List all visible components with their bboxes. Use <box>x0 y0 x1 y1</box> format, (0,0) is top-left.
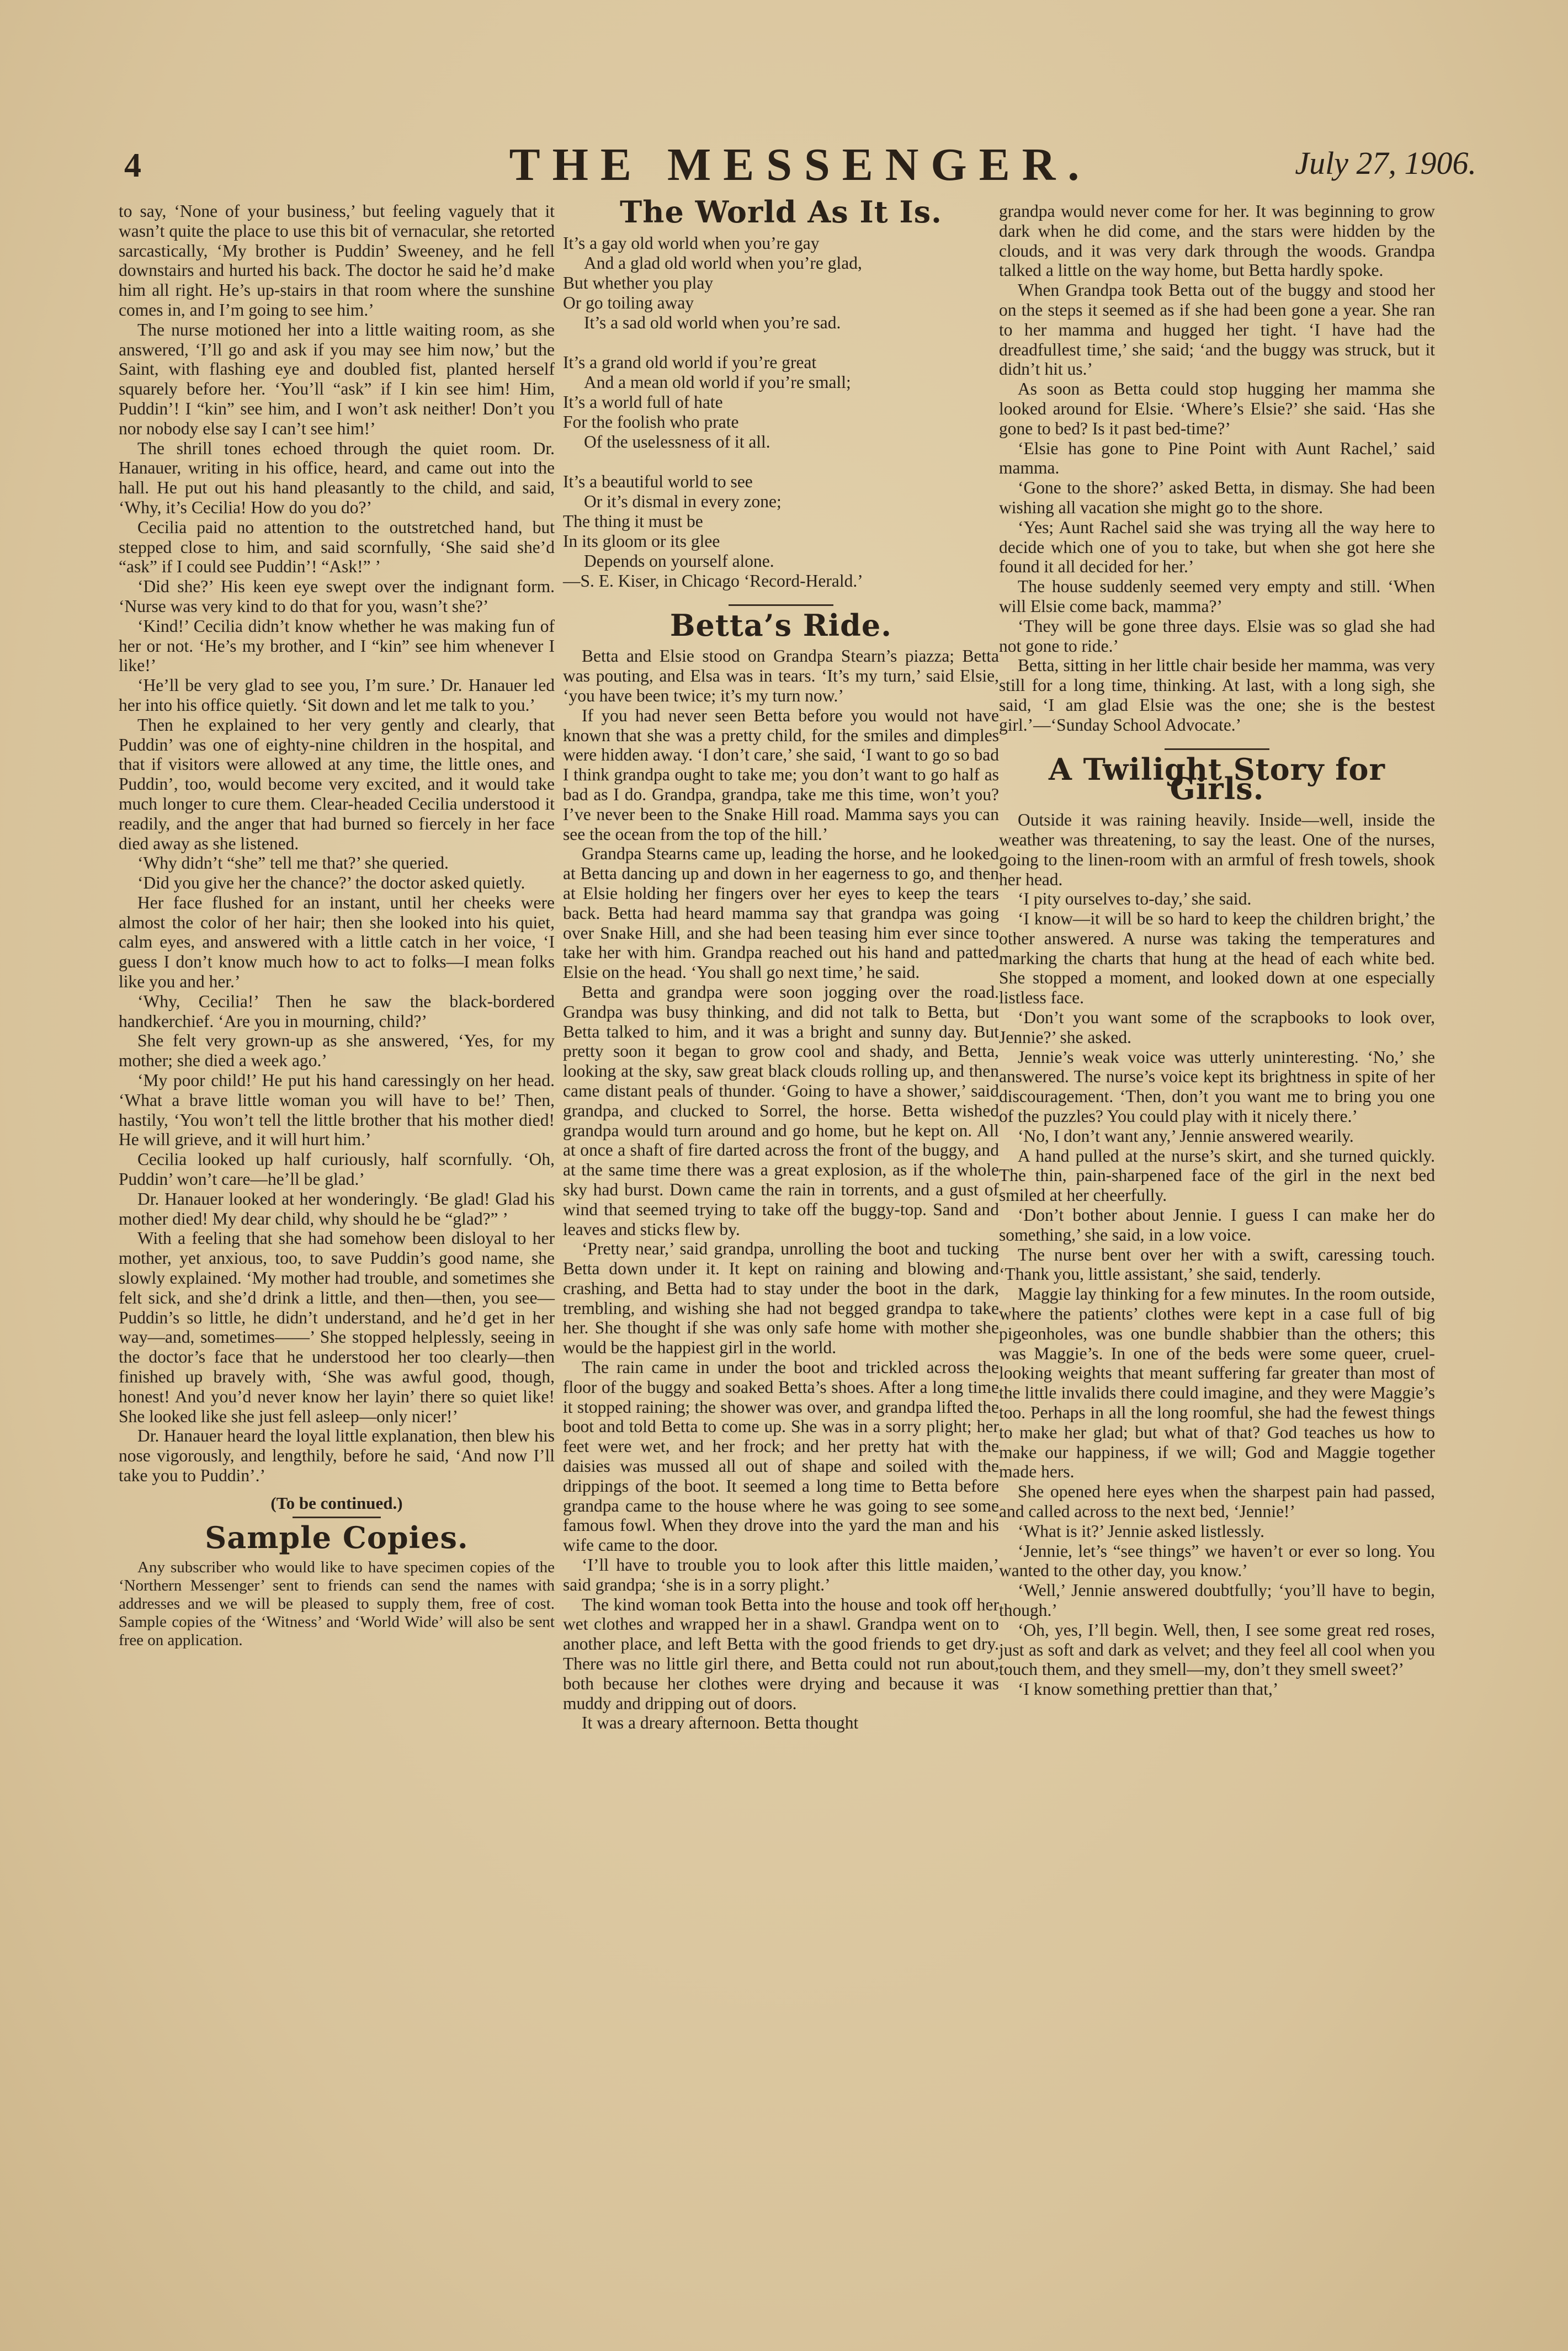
poem-line: It’s a beautiful world to see <box>563 471 753 491</box>
paragraph: ‘Pretty near,’ said grandpa, unrolling the boot and tucking Betta down under it. It kept on raining and blowing and crashing, and Betta had to stay under the boot in the dark, trembling, and wishing she had not begged grandpa to take her. She thought if she was only safe home with mother she would be the happiest girl in the world. <box>563 1239 999 1358</box>
paragraph: Maggie lay thinking for a few minutes. In the room outside, where the patients’ clothes were kept in a case full of big pigeonholes, was one bundle shabbier than the others; this was Maggie’s. In one of the beds were some queer, cruel-looking weights that meant suffering far greater than most of the little invalids there could imagine, and they were Maggie’s too. Perhaps in all the long roomful, she had the fewest things to make her glad; but what of that? God teaches us how to make our happiness, if we will; God and Maggie together made hers. <box>999 1284 1435 1482</box>
poem <box>563 233 999 571</box>
divider <box>293 1517 381 1518</box>
poem-line: Of the uselessness of it all. <box>584 432 770 451</box>
poem-stanza <box>563 353 999 452</box>
paragraph: Cecilia looked up half curiously, half scornfully. ‘Oh, Puddin’ won’t care—he’ll be glad.’ <box>119 1150 555 1189</box>
paragraph: Her face flushed for an instant, until her cheeks were almost the color of her hair; then she looked into his quiet, calm eyes, and answered with a little catch in her voice, ‘I guess I don’t know much how to act to folks—I mean folks like you and her.’ <box>119 892 555 992</box>
paragraph: ‘Kind!’ Cecilia didn’t know whether he was making fun of her or not. ‘He’s my brother, and I “kin” see him whenever I like!’ <box>119 616 555 675</box>
paragraph: As soon as Betta could stop hugging her mamma she looked around for Elsie. ‘Where’s Elsie?’ she said. ‘Has she gone to bed? Is it past bed-time?’ <box>999 379 1435 438</box>
paragraph: ‘Elsie has gone to Pine Point with Aunt Rachel,’ said mamma. <box>999 438 1435 478</box>
twilight-story-text <box>999 810 1435 1699</box>
paragraph: The rain came in under the boot and trickled across the floor of the buggy and soaked Betta’s shoes. After a long time it stopped raining; the shower was over, and grandpa lifted the boot and told Betta to come up. She was in a sorry plight; her feet were wet, and her frock; and her pretty hat with the daisies was mussed all out of shape and soiled with the drippings of the boot. It seemed a long time to Betta before grandpa came to the house where he was going to see some famous fowl. When they drove into the yard the man and his wife came to the door. <box>563 1358 999 1555</box>
paragraph: The nurse bent over her with a swift, caressing touch. ‘Thank you, little assistant,’ she said, tenderly. <box>999 1244 1435 1284</box>
sample-copies-title: Sample Copies. <box>205 1519 469 1555</box>
poem-line: The thing it must be <box>563 511 703 531</box>
paragraph: Betta and Elsie stood on Grandpa Stearn’s piazza; Betta was pouting, and Elsa was in tears. ‘It’s my turn,’ said Elsie, ‘you have been twice; it’s my turn now.’ <box>563 646 999 705</box>
paragraph: Jennie’s weak voice was utterly uninteresting. ‘No,’ she answered. The nurse’s voice kept its brightness in spite of her discouragement. ‘Then, don’t you want me to bring you one of the puzzles? You could play with it nicely there.’ <box>999 1047 1435 1126</box>
paragraph: Outside it was raining heavily. Inside—well, inside the weather was threatening, to say the least. One of the nurses, going to the linen-room with an armful of fresh towels, shook her head. <box>999 810 1435 889</box>
page-number: 4 <box>124 147 141 184</box>
paragraph: She felt very grown-up as she answered, ‘Yes, for my mother; she died a week ago.’ <box>119 1031 555 1071</box>
poem-line: It’s a gay old world when you’re gay <box>563 233 820 253</box>
poem-line: But whether you play <box>563 273 714 292</box>
poem-title: The World As It Is. <box>620 194 942 230</box>
divider <box>729 604 833 606</box>
paragraph: ‘I’ll have to trouble you to look after this little maiden,’ said grandpa; ‘she is in a sorry plight.’ <box>563 1555 999 1594</box>
paragraph: ‘What is it?’ Jennie asked listlessly. <box>1018 1521 1265 1541</box>
poem-line: It’s a grand old world if you’re great <box>563 352 817 372</box>
poem-line: Or it’s dismal in every zone; <box>584 491 782 511</box>
sample-copies-text: Any subscriber who would like to have specimen copies of the ‘Northern Messenger’ sent to friends can send the names with addresses and we will be pleased to supply them, free of cost. Sample copies of the ‘Witness’ and ‘World Wide’ will also be sent free on application. <box>119 1559 555 1650</box>
paragraph: Cecilia paid no attention to the outstretched hand, but stepped close to him, and said scornfully, ‘She said she’d “ask” if I could see Puddin’! “Ask!” ’ <box>119 517 555 577</box>
story-text <box>563 646 999 1733</box>
story-ending <box>999 201 1435 735</box>
poem-line: For the foolish who prate <box>563 412 739 432</box>
story-title: Betta’s Ride. <box>669 607 892 643</box>
column-3 <box>999 201 1435 1699</box>
divider <box>1165 748 1269 750</box>
paragraph: The nurse motioned her into a little waiting room, as she answered, ‘I’ll go and ask if you may see him now,’ but the Saint, with flashing eye and doubled fist, planted herself squarely before her. ‘You’ll “ask” if I kin see him! Him, Puddin’! I “kin” see him, and I won’t ask neither! Don’t you nor nobody else say I can’t see him!’ <box>119 320 555 438</box>
paragraph: ‘I know something prettier than that,’ <box>1018 1679 1279 1699</box>
poem-line: Or go toiling away <box>563 292 694 312</box>
column-1 <box>119 201 555 1650</box>
paragraph: Dr. Hanauer heard the loyal little explanation, then blew his nose vigorously, and lengthily, before he said, ‘And now I’ll take you to Puddin’.’ <box>119 1426 555 1485</box>
paragraph: ‘I pity ourselves to-day,’ she said. <box>1018 889 1252 909</box>
story-continuation <box>119 201 555 1486</box>
paragraph: ‘I know—it will be so hard to keep the children bright,’ the other answered. A nurse was taking the temperatures and marking the charts that hung at the head of each white bed. She stopped a moment, and looked down at one especially listless face. <box>999 909 1435 1008</box>
poem-line: And a mean old world if you’re small; <box>584 372 851 392</box>
paragraph: Dr. Hanauer looked at her wonderingly. ‘Be glad! Glad his mother died! My dear child, why should he be “glad?” ’ <box>119 1189 555 1228</box>
paragraph: ‘No, I don’t want any,’ Jennie answered wearily. <box>1018 1126 1354 1146</box>
paragraph: A hand pulled at the nurse’s skirt, and she turned quickly. The thin, pain-sharpened face of the girl in the next bed smiled at her cheerfully. <box>999 1146 1435 1205</box>
poem-attribution: —S. E. Kiser, in Chicago ‘Record-Herald.’ <box>563 571 863 591</box>
paragraph: ‘Did you give her the chance?’ the doctor asked quietly. <box>137 873 525 893</box>
paragraph: to say, ‘None of your business,’ but feeling vaguely that it wasn’t quite the place to use this bit of vernacular, she retorted sarcastically, ‘My brother is Puddin’ Sweeney, and he fell downstairs and hurted his back. The doctor he said he’d make him all right. He’s up-stairs in that room where the sunshine comes in, and I’m going to see him.’ <box>119 201 555 320</box>
paragraph: ‘Why didn’t “she” tell me that?’ she queried. <box>137 853 449 873</box>
continued-note: (To be continued.) <box>270 1493 403 1513</box>
column-2 <box>563 194 999 1733</box>
paragraph: ‘They will be gone three days. Elsie was so glad she had not gone to ride.’ <box>999 616 1435 656</box>
paragraph: The house suddenly seemed very empty and still. ‘When will Elsie come back, mamma?’ <box>999 577 1435 616</box>
paragraph: ‘Jennie, let’s “see things” we haven’t or ever so long. You wanted to the other day, you know.’ <box>999 1541 1435 1581</box>
paragraph: grandpa would never come for her. It was beginning to grow dark when he did come, and the stars were hidden by the clouds, and it was very dark through the woods. Grandpa talked a little on the way home, but Betta hardly spoke. <box>999 201 1435 280</box>
paragraph: The kind woman took Betta into the house and took off her wet clothes and wrapped her in a shawl. Grandpa went on to another place, and left Betta with the good friends to get dry. There was no little girl there, and Betta could not run about, both because her clothes were drying and because it was muddy and dripping out of doors. <box>563 1594 999 1713</box>
paragraph: ‘My poor child!’ He put his hand caressingly on her head. ‘What a brave little woman you will have to be!’ Then, hastily, ‘You won’t tell the little brother that his mother died! He will grieve, and it will hurt him.’ <box>119 1071 555 1150</box>
paragraph: Betta, sitting in her little chair beside her mamma, was very still for a long time, thinking. At last, with a long sigh, she said, ‘I am glad Elsie was the one; she is the bestest girl.’—‘Sunday School Advocate.’ <box>999 656 1435 735</box>
poem-line: Depends on yourself alone. <box>584 551 774 571</box>
poem-stanza <box>563 233 999 333</box>
paragraph: She opened here eyes when the sharpest pain had passed, and called across to the next bed, ‘Jennie!’ <box>999 1482 1435 1521</box>
poem-stanza <box>563 472 999 571</box>
page-header <box>124 138 1476 199</box>
paragraph: When Grandpa took Betta out of the buggy and stood her on the steps it seemed as if she had been gone a year. She ran to her mamma and hugged her tight. ‘I have had the dreadfullest time,’ she said; ‘and the buggy was struck, but it didn’t hit us.’ <box>999 280 1435 379</box>
paragraph: ‘Don’t you want some of the scrapbooks to look over, Jennie?’ she asked. <box>999 1008 1435 1047</box>
paragraph: Betta and grandpa were soon jogging over the road. Grandpa was busy thinking, and did not talk to Betta, but Betta talked to him, and it was a bright and sunny day. But pretty soon it began to grow cool and shady, and Betta, looking at the sky, saw great black clouds rolling up, and then came distant peals of thunder. ‘Going to have a shower,’ said grandpa, and clucked to Sorrel, the horse. Betta wished grandpa would turn around and go home, but he kept on. All at once a shaft of fire darted across the front of the buggy, and at the same time there was a great explosion, as if the whole sky had burst. Down came the rain in torrents, and a gust of wind that seemed trying to take off the buggy-top. Sand and leaves and sticks flew by. <box>563 982 999 1239</box>
paragraph: The shrill tones echoed through the quiet room. Dr. Hanauer, writing in his office, heard, and came out into the hall. He put out his hand pleasantly to the child, and said, ‘Why, it’s Cecilia! How do you do?’ <box>119 438 555 517</box>
paragraph: ‘Gone to the shore?’ asked Betta, in dismay. She had been wishing all vacation she might go to the shore. <box>999 478 1435 517</box>
paragraph: ‘Why, Cecilia!’ Then he saw the black-bordered handkerchief. ‘Are you in mourning, child?’ <box>119 991 555 1031</box>
paragraph: With a feeling that she had somehow been disloyal to her mother, yet anxious, too, to save Puddin’s good name, she slowly explained. ‘My mother had trouble, and sometimes she felt sick, and she’d drink a little, and then—then, you see—Puddin’s so little, he didn’t understand, and he’d get in her way—and, sometimes——’ She stopped helplessly, seeing in the doctor’s face that he understood her too clearly—then finished up bravely with, ‘She was awful good, though, honest! And you’d never know her layin’ there so quiet like! She looked like she just fell asleep—only nicer!’ <box>119 1228 555 1426</box>
paragraph: ‘Did she?’ His keen eye swept over the indignant form. ‘Nurse was very kind to do that for you, wasn’t she?’ <box>119 577 555 616</box>
poem-line: It’s a sad old world when you’re sad. <box>584 312 841 332</box>
paragraph: Grandpa Stearns came up, leading the horse, and he looked at Betta dancing up and down in her eagerness to go, and then at Elsie holding her fingers over her eyes to keep the tears back. Betta had heard mamma say that grandpa was going over Snake Hill, and she had been teasing him ever since to take her with him. Grandpa reached out his hand and patted Elsie on the head. ‘You shall go next time,’ he said. <box>563 844 999 982</box>
paragraph: Then he explained to her very gently and clearly, that Puddin’ was one of eighty-nine children in the hospital, and that if visitors were allowed at any time, the little ones, and Puddin’, too, would become very excited, and it would take much longer to cure them. Clear-headed Cecilia understood it readily, and the anger that had burned so fiercely in her face died away as she listened. <box>119 715 555 853</box>
poem-line: It’s a world full of hate <box>563 392 723 412</box>
paragraph: ‘He’ll be very glad to see you, I’m sure.’ Dr. Hanauer led her into his office quietly. ‘Sit down and let me talk to you.’ <box>119 675 555 715</box>
paragraph: ‘Don’t bother about Jennie. I guess I can make her do something,’ she said, in a low voice. <box>999 1205 1435 1244</box>
paragraph: If you had never seen Betta before you would not have known that she was a pretty child, for the smiles and dimples were hidden away. ‘I don’t care,’ she said, ‘I want to go so bad I think grandpa ought to take me; you don’t want to go half as bad as I do. Grandpa, grandpa, take me this time, won’t you? I’ve never been to the Snake Hill road. Mamma says you can see the ocean from the top of the hill.’ <box>563 705 999 844</box>
twilight-story-title: A Twilight Story for Girls. <box>1048 751 1386 807</box>
paragraph: ‘Yes; Aunt Rachel said she was trying all the way here to decide which one of you to take, but when she got here she found it all decided for her.’ <box>999 517 1435 577</box>
poem-line: In its gloom or its glee <box>563 531 720 551</box>
paragraph: It was a dreary afternoon. Betta thought <box>582 1713 859 1733</box>
issue-date: July 27, 1906. <box>1295 145 1476 181</box>
paragraph: ‘Well,’ Jennie answered doubtfully; ‘you’ll have to begin, though.’ <box>999 1581 1435 1620</box>
masthead: THE MESSENGER. <box>509 139 1092 190</box>
paragraph: ‘Oh, yes, I’ll begin. Well, then, I see some great red roses, just as soft and dark as velvet; and they feel all cool when you touch them, and they smell—my, don’t they smell sweet?’ <box>999 1620 1435 1679</box>
poem-line: And a glad old world when you’re glad, <box>584 253 862 273</box>
